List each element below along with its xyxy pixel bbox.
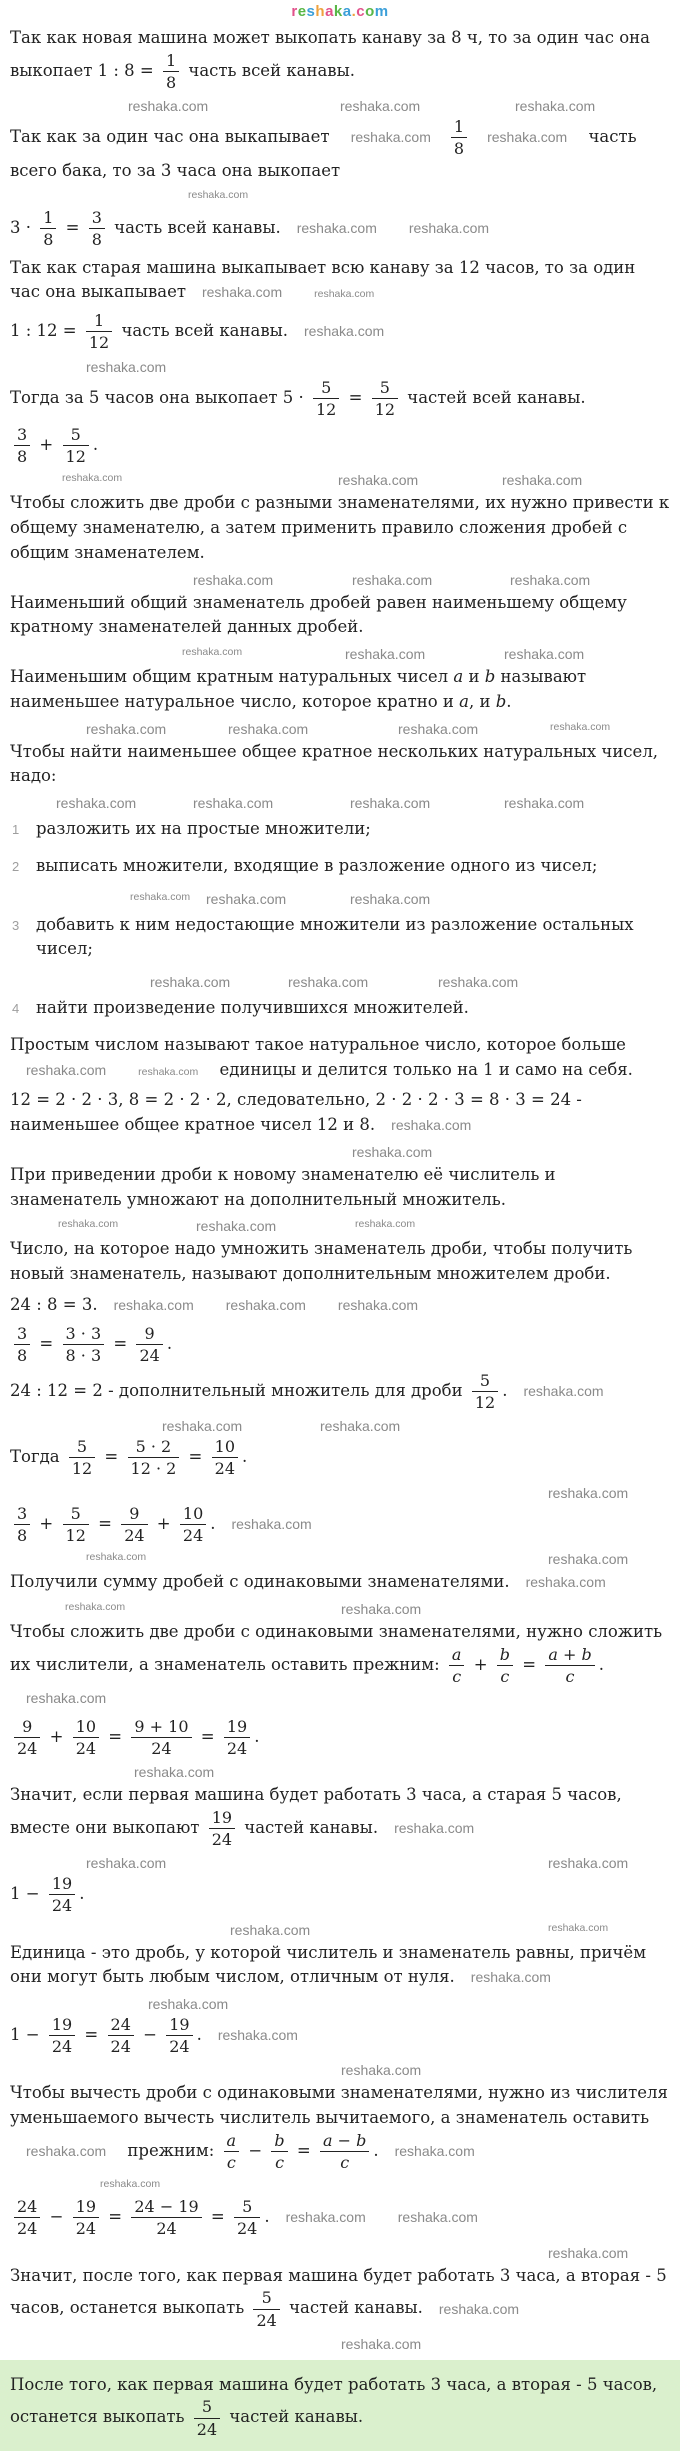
watermark: reshaka.com xyxy=(391,1117,472,1133)
logo-letter: . xyxy=(351,3,357,20)
watermark: reshaka.com xyxy=(225,1296,306,1313)
fraction xyxy=(545,1645,594,1686)
fraction-denominator: 24 xyxy=(211,1829,233,1849)
fraction-denominator: c xyxy=(340,2153,350,2173)
fraction xyxy=(128,1437,180,1478)
watermark: reshaka.com xyxy=(193,571,274,588)
fraction xyxy=(14,1717,40,1758)
solution-paragraph: 24 : 12 = 2 - дополнительный множитель для дроби $\frac{5}{12}$ . reshaka.com xyxy=(10,1370,604,1413)
list-item xyxy=(12,817,670,842)
solution-paragraph: Наименьший общий знаменатель дробей равен наименьшему общему кратному знаменателей данных дробей. xyxy=(10,592,627,637)
watermark: reshaka.com xyxy=(394,1819,475,1836)
fraction-denominator: 24 xyxy=(151,1738,172,1758)
watermark: reshaka.com xyxy=(285,2209,366,2226)
watermark: reshaka.com xyxy=(86,720,167,737)
fraction-denominator: 24 xyxy=(256,2310,277,2330)
fraction-denominator: c xyxy=(226,2153,236,2173)
watermark-row xyxy=(10,1485,670,1501)
watermark: reshaka.com xyxy=(86,1551,147,1563)
fraction-denominator: 8 xyxy=(17,447,28,467)
watermark: reshaka.com xyxy=(58,1218,119,1231)
logo-letter: s xyxy=(306,3,316,20)
solution-paragraph: Тогда за 5 часов она выкопает 5 · $\frac{5}{12}$ = $\frac{5}{12}$ частей всей канавы. xyxy=(10,377,586,419)
fraction-denominator: 24 xyxy=(51,2037,73,2057)
fraction-numerator: 19 xyxy=(209,1808,235,1829)
fraction-numerator: 1 xyxy=(163,51,179,72)
watermark: reshaka.com xyxy=(438,2300,520,2317)
watermark: reshaka.com xyxy=(182,646,243,658)
watermark-row xyxy=(10,795,670,811)
fraction-denominator: c xyxy=(565,1666,575,1686)
fraction-numerator: a xyxy=(449,1645,465,1666)
watermark: reshaka.com xyxy=(548,1551,629,1567)
watermark: reshaka.com xyxy=(345,646,426,662)
fraction-numerator: 9 xyxy=(14,1717,40,1738)
fraction xyxy=(131,2197,201,2238)
solution-paragraph: Наименьшим общим кратным натуральных чисел a и b называют наименьшее натуральное число, которое кратно и a, и b. xyxy=(10,667,587,711)
fraction xyxy=(180,1504,206,1545)
watermark: reshaka.com xyxy=(523,1383,604,1400)
solution-paragraph: 3 · $\frac{1}{8}$ = $\frac{3}{8}$ часть всей канавы. reshaka.com reshaka.com xyxy=(10,208,490,250)
logo-letter: e xyxy=(297,3,307,20)
logo-letter: a xyxy=(342,3,352,20)
fraction xyxy=(40,208,56,249)
fraction-numerator: 5 xyxy=(313,378,339,399)
solution-paragraph: $\frac{24}{24}$ − $\frac{19}{24}$ = $\frac{24 - 19}{24}$ = $\frac{5}{24}$ . reshaka.com reshaka.com xyxy=(10,2197,670,2238)
fraction xyxy=(194,2397,220,2438)
fraction-denominator: 24 xyxy=(182,1525,204,1545)
watermark: reshaka.com xyxy=(206,890,287,907)
fraction xyxy=(271,2131,287,2172)
watermark: reshaka.com xyxy=(296,220,377,237)
fraction-numerator: 19 xyxy=(224,1717,250,1738)
fraction-numerator: 10 xyxy=(73,1717,99,1738)
fraction xyxy=(14,1324,30,1365)
watermark: reshaka.com xyxy=(228,720,309,737)
solution-paragraph: Тогда $\frac{5}{12}$ = $\frac{5 \cdot 2}{12 \cdot 2}$ = $\frac{10}{24}$ . xyxy=(10,1437,248,1479)
fraction-denominator: 12 xyxy=(474,1393,496,1413)
fraction xyxy=(14,1504,30,1545)
fraction-denominator: 24 xyxy=(226,1738,248,1758)
watermark-row xyxy=(10,472,670,488)
fraction xyxy=(63,1324,105,1365)
watermark: reshaka.com xyxy=(193,795,274,811)
watermark-row xyxy=(10,2178,670,2194)
watermark: reshaka.com xyxy=(150,974,231,990)
watermark: reshaka.com xyxy=(113,1296,194,1313)
solution-paragraph: 1 − $\frac{19}{24}$ = $\frac{24}{24}$ − $\frac{19}{24}$ . reshaka.com xyxy=(10,2015,298,2057)
watermark: reshaka.com xyxy=(341,2062,422,2079)
fraction xyxy=(73,2197,99,2238)
logo-letter: m xyxy=(374,3,389,20)
watermark: reshaka.com xyxy=(548,2244,629,2261)
list-item xyxy=(12,913,670,963)
fraction-numerator: 1 xyxy=(451,117,467,138)
fraction-numerator: a + b xyxy=(545,1645,594,1666)
watermark-row xyxy=(10,1551,670,1567)
watermark: reshaka.com xyxy=(26,2143,107,2160)
fraction xyxy=(212,1437,238,1478)
solution-paragraph: $\frac{3}{8}$ = $\frac{3 \cdot 3}{8 \cdot 3}$ = $\frac{9}{24}$ . xyxy=(10,1324,670,1365)
fraction-denominator: 24 xyxy=(124,1525,145,1545)
fraction-numerator: 3 xyxy=(14,425,30,446)
watermark-row xyxy=(10,1601,670,1617)
fraction-denominator: 24 xyxy=(75,1738,97,1758)
fraction-numerator: 3 xyxy=(14,1324,30,1345)
fraction-denominator: 8 xyxy=(166,72,177,92)
watermark: reshaka.com xyxy=(314,288,375,301)
solution-paragraph: Число, на которое надо умножить знаменатель дроби, чтобы получить новый знаменатель, называют дополнительным множителем дроби. xyxy=(10,1239,633,1283)
fraction xyxy=(313,378,339,419)
watermark-row xyxy=(10,189,670,205)
solution-paragraph: Так как новая машина может выкопать канаву за 8 ч, то за один час она выкопает 1 : 8 = $\frac{1}{8}$ часть всей канавы. xyxy=(10,28,651,92)
watermark-row xyxy=(10,891,670,907)
fraction-numerator: 24 xyxy=(108,2015,134,2036)
math-variable: b xyxy=(484,667,496,686)
fraction xyxy=(136,1324,162,1365)
watermark: reshaka.com xyxy=(515,98,596,115)
list-item-text: выписать множители, входящие в разложение одного из чисел; xyxy=(36,855,598,875)
watermark: reshaka.com xyxy=(352,571,433,588)
watermark-row xyxy=(10,2062,670,2078)
fraction-denominator: 12 xyxy=(374,399,396,419)
math-variable: b xyxy=(495,691,507,711)
watermark: reshaka.com xyxy=(487,129,568,146)
watermark-row xyxy=(10,1996,670,2012)
fraction-numerator: 19 xyxy=(49,1874,75,1895)
fraction xyxy=(497,1645,513,1686)
watermark: reshaka.com xyxy=(340,98,421,115)
fraction xyxy=(63,1504,89,1545)
fraction xyxy=(89,208,105,249)
watermark: reshaka.com xyxy=(408,220,490,237)
fraction-numerator: 5 · 2 xyxy=(128,1437,180,1458)
watermark: reshaka.com xyxy=(438,974,519,990)
answer-block: После того, как первая машина будет работать 3 часа, а вторая - 5 часов, останется выкопать $\frac{5}{24}$ частей канавы. xyxy=(0,2360,680,2451)
watermark: reshaka.com xyxy=(231,1515,312,1532)
solution-paragraph: Так как за один час она выкапывает reshaka.com $\frac{1}{8}$ reshaka.com часть всего бака, то за 3 часа она выкопает xyxy=(10,117,637,180)
fraction-numerator: 5 xyxy=(63,1504,89,1525)
list-item-text: найти произведение получившихся множителей. xyxy=(36,998,469,1017)
fraction-numerator: 24 xyxy=(14,2197,40,2218)
solution-paragraph: 1 − $\frac{19}{24}$ . xyxy=(10,1874,85,1916)
watermark: reshaka.com xyxy=(548,1484,629,1501)
solution-paragraph: 1 : 12 = $\frac{1}{12}$ часть всей канавы. reshaka.com xyxy=(10,311,385,353)
watermark-row xyxy=(10,1855,670,1871)
watermark: reshaka.com xyxy=(128,98,209,115)
fraction-numerator: 19 xyxy=(49,2015,75,2036)
fraction-denominator: 24 xyxy=(51,1896,73,1916)
fraction-numerator: a xyxy=(224,2131,240,2152)
watermark-row xyxy=(10,2245,670,2261)
solution-paragraph: 12 = 2 · 2 · 3, 8 = 2 · 2 · 2, следовательно, 2 · 2 · 2 · 3 = 8 · 3 = 24 - наименьшее общее кратное чисел 12 и 8. reshaka.com xyxy=(10,1090,582,1134)
site-logo xyxy=(10,3,670,20)
watermark: reshaka.com xyxy=(350,890,431,907)
solution-paragraph: Чтобы сложить две дроби с разными знаменателями, их нужно привести к общему знаменателю, а затем применить правило сложения дробей с общим знаменателем. xyxy=(10,493,670,562)
fraction-denominator: 8 xyxy=(17,1345,28,1365)
solution-paragraph: Чтобы сложить две дроби с одинаковыми знаменателями, нужно сложить их числители, а знаменатель оставить прежним: $\frac{a}{c}$ + $\frac{b}{c}$ = $\frac{a + b}{c}$ .reshaka.com xyxy=(10,1620,670,1711)
fraction-numerator: 10 xyxy=(212,1437,238,1458)
watermark: reshaka.com xyxy=(350,129,431,146)
math-variable: a xyxy=(459,691,469,711)
logo-letter: r xyxy=(291,3,298,20)
fraction-numerator: 5 xyxy=(194,2397,220,2418)
fraction-denominator: 8 xyxy=(453,139,465,159)
solution-paragraph: $\frac{9}{24}$ + $\frac{10}{24}$ = $\frac{9 + 10}{24}$ = $\frac{19}{24}$ . xyxy=(10,1717,670,1758)
watermark: reshaka.com xyxy=(288,974,369,990)
watermark: reshaka.com xyxy=(130,890,191,903)
fraction-numerator: 3 xyxy=(14,1504,30,1525)
fraction xyxy=(14,425,30,466)
list-item-number: 2 xyxy=(12,858,20,874)
fraction xyxy=(472,1371,498,1412)
watermark-row xyxy=(10,1218,670,1234)
fraction-denominator: 12 xyxy=(71,1459,93,1479)
watermark: reshaka.com xyxy=(188,189,249,202)
fraction-numerator: 24 − 19 xyxy=(131,2197,201,2218)
solution-paragraph: Получили сумму дробей с одинаковыми знаменателями. reshaka.com xyxy=(10,1572,606,1591)
fraction xyxy=(224,1717,250,1758)
watermark-row xyxy=(10,646,670,662)
fraction-denominator: c xyxy=(452,1666,462,1686)
fraction xyxy=(163,51,179,92)
fraction-numerator: 19 xyxy=(73,2197,99,2218)
watermark: reshaka.com xyxy=(338,472,419,489)
fraction-numerator: 5 xyxy=(63,425,89,446)
watermark: reshaka.com xyxy=(26,1061,107,1078)
fraction-numerator: a − b xyxy=(320,2131,369,2152)
solution-paragraph: Значит, если первая машина будет работать 3 часа, а старая 5 часов, вместе они выкопают $\frac{19}{24}$ частей канавы. reshaka.com xyxy=(10,1785,622,1849)
fraction xyxy=(449,1645,465,1686)
fraction-denominator: 8 xyxy=(17,1525,28,1545)
watermark: reshaka.com xyxy=(26,1689,107,1706)
solution-paragraph: Простым числом называют такое натуральное число, которое больше reshaka.com reshaka.com единицы и делится только на 1 и само на себя. xyxy=(10,1034,633,1079)
fraction-denominator: 24 xyxy=(17,2219,38,2239)
watermark-row xyxy=(10,572,670,588)
fraction-numerator: 5 xyxy=(372,378,398,399)
watermark: reshaka.com xyxy=(470,1969,551,1986)
watermark: reshaka.com xyxy=(341,2335,422,2352)
watermark-row xyxy=(10,1922,670,1938)
solution-paragraph: Значит, после того, как первая машина будет работать 3 часа, а вторая - 5 часов, останется выкопать $\frac{5}{24}$ частей канавы. reshaka.com xyxy=(10,2265,667,2330)
fraction-numerator: b xyxy=(271,2131,287,2152)
list-item-number: 4 xyxy=(12,1001,20,1016)
fraction-numerator: 9 xyxy=(121,1504,147,1525)
fraction-denominator: 12 · 2 xyxy=(130,1459,177,1479)
fraction xyxy=(63,425,89,466)
fraction-denominator: 12 xyxy=(316,399,337,419)
watermark: reshaka.com xyxy=(217,2027,298,2044)
fraction-denominator: 24 xyxy=(139,1345,160,1365)
watermark: reshaka.com xyxy=(525,1574,606,1590)
watermark: reshaka.com xyxy=(62,472,123,485)
fraction-denominator: 24 xyxy=(110,2037,131,2057)
watermark-row xyxy=(10,1144,670,1160)
watermark: reshaka.com xyxy=(320,1418,401,1435)
fraction-denominator: 24 xyxy=(196,2419,218,2439)
watermark-row xyxy=(10,98,670,114)
watermark-row xyxy=(10,1418,670,1434)
solution-paragraph: Чтобы найти наименьшее общее кратное нескольких натуральных чисел, надо: xyxy=(10,741,659,786)
fraction xyxy=(49,1874,75,1915)
fraction-denominator: 24 xyxy=(237,2219,258,2239)
fraction xyxy=(86,311,112,352)
fraction-denominator: 24 xyxy=(156,2219,177,2239)
fraction xyxy=(234,2197,260,2238)
fraction-denominator: 12 xyxy=(88,333,110,353)
fraction-denominator: 24 xyxy=(75,2219,97,2239)
watermark: reshaka.com xyxy=(550,720,611,733)
fraction-denominator: c xyxy=(500,1666,510,1686)
watermark: reshaka.com xyxy=(337,1296,419,1313)
watermark: reshaka.com xyxy=(548,1921,609,1934)
watermark-row xyxy=(10,2336,670,2352)
watermark: reshaka.com xyxy=(148,1996,229,2012)
fraction xyxy=(108,2015,134,2056)
watermark: reshaka.com xyxy=(56,795,137,811)
logo-letter: o xyxy=(365,3,375,20)
fraction-numerator: 3 · 3 xyxy=(63,1324,105,1345)
fraction-numerator: 5 xyxy=(253,2288,279,2309)
list-item-text: разложить их на простые множители; xyxy=(36,819,371,838)
watermark-row xyxy=(10,974,670,990)
watermark: reshaka.com xyxy=(162,1418,243,1435)
fraction-denominator: 12 xyxy=(65,1525,86,1545)
list-item-text: добавить к ним недостающие множители из разложение остальных чисел; xyxy=(36,914,634,959)
list-item xyxy=(12,996,670,1021)
fraction-numerator: b xyxy=(497,1645,513,1666)
fraction-denominator: 24 xyxy=(214,1459,235,1479)
logo-letter: a xyxy=(325,3,334,20)
fraction-denominator: c xyxy=(275,2153,285,2173)
watermark: reshaka.com xyxy=(134,1764,215,1780)
watermark-row xyxy=(10,359,670,375)
fraction xyxy=(224,2131,240,2172)
watermark: reshaka.com xyxy=(548,1855,629,1872)
fraction-numerator: 9 xyxy=(136,1324,162,1345)
fraction xyxy=(372,378,398,419)
math-variable: a xyxy=(453,667,464,686)
watermark: reshaka.com xyxy=(355,1218,416,1231)
watermark: reshaka.com xyxy=(86,358,167,375)
fraction xyxy=(69,1437,95,1478)
solution-paragraph: Единица - это дробь, у которой числитель и знаменатель равны, причём они могут быть любым числом, отличным от нуля. reshaka.com xyxy=(10,1942,647,1987)
watermark-row xyxy=(10,721,670,737)
fraction-numerator: 10 xyxy=(180,1504,206,1525)
solution-paragraph: $\frac{3}{8}$ + $\frac{5}{12}$ . xyxy=(10,425,670,466)
logo-letter: c xyxy=(356,3,366,20)
fraction-denominator: 24 xyxy=(17,1738,38,1758)
logo-letter: k xyxy=(333,3,343,20)
watermark: reshaka.com xyxy=(504,795,585,811)
solution-paragraph: При приведении дроби к новому знаменателю её числитель и знаменатель умножают на дополнительный множитель. xyxy=(10,1164,556,1209)
list-item-number: 1 xyxy=(12,822,20,837)
fraction xyxy=(131,1717,191,1758)
watermark: reshaka.com xyxy=(504,646,585,662)
fraction-numerator: 3 xyxy=(89,208,105,229)
solution-paragraph: 24 : 8 = 3. reshaka.com reshaka.com reshaka.com xyxy=(10,1294,419,1314)
watermark: reshaka.com xyxy=(86,1855,167,1872)
solution-paragraph: Так как старая машина выкапывает всю канаву за 12 часов, то за один час она выкапывает reshaka.com reshaka.com xyxy=(10,257,636,302)
fraction xyxy=(49,2015,75,2056)
fraction-numerator: 5 xyxy=(69,1437,95,1458)
fraction xyxy=(253,2288,279,2329)
watermark-row xyxy=(10,1764,670,1780)
fraction xyxy=(320,2131,369,2172)
fraction-numerator: 5 xyxy=(234,2197,260,2218)
fraction xyxy=(209,1808,235,1849)
solution-body xyxy=(10,26,670,2451)
watermark: reshaka.com xyxy=(230,1921,311,1938)
fraction xyxy=(121,1504,147,1545)
fraction xyxy=(451,117,467,158)
watermark: reshaka.com xyxy=(397,2209,478,2226)
list-item-number: 3 xyxy=(12,917,20,933)
fraction xyxy=(14,2197,40,2238)
watermark: reshaka.com xyxy=(196,1218,277,1235)
fraction-numerator: 5 xyxy=(472,1371,498,1392)
watermark: reshaka.com xyxy=(65,1600,126,1613)
logo-letter: h xyxy=(315,3,326,20)
list-item xyxy=(12,854,670,879)
fraction xyxy=(166,2015,192,2056)
watermark: reshaka.com xyxy=(201,284,283,301)
fraction xyxy=(73,1717,99,1758)
fraction-numerator: 19 xyxy=(166,2015,192,2036)
fraction-denominator: 8 xyxy=(91,230,102,250)
watermark: reshaka.com xyxy=(398,720,479,737)
fraction-denominator: 8 · 3 xyxy=(65,1345,102,1365)
fraction-denominator: 24 xyxy=(169,2037,190,2057)
watermark: reshaka.com xyxy=(394,2143,475,2160)
watermark: reshaka.com xyxy=(502,472,583,489)
fraction-numerator: 1 xyxy=(40,208,56,229)
watermark: reshaka.com xyxy=(350,795,431,811)
solution-paragraph: $\frac{3}{8}$ + $\frac{5}{12}$ = $\frac{9}{24}$ + $\frac{10}{24}$ . reshaka.com xyxy=(10,1504,670,1545)
fraction-denominator: 8 xyxy=(43,230,54,250)
watermark: reshaka.com xyxy=(510,571,591,588)
watermark: reshaka.com xyxy=(304,323,385,340)
watermark: reshaka.com xyxy=(352,1143,433,1160)
watermark: reshaka.com xyxy=(100,2178,161,2191)
fraction-denominator: 12 xyxy=(65,447,86,467)
watermark: reshaka.com xyxy=(138,1065,199,1078)
solution-paragraph: Чтобы вычесть дроби с одинаковыми знаменателями, нужно из числителя уменьшаемого вычесть числитель вычитаемого, а знаменатель оставить reshaka.com прежним: $\frac{a}{c}$ − $\frac{b}{c}$ = $\frac{a - b}{c}$ . reshaka.com xyxy=(10,2083,668,2173)
watermark: reshaka.com xyxy=(341,1600,422,1617)
fraction-numerator: 9 + 10 xyxy=(131,1717,191,1738)
fraction-numerator: 1 xyxy=(86,311,112,332)
